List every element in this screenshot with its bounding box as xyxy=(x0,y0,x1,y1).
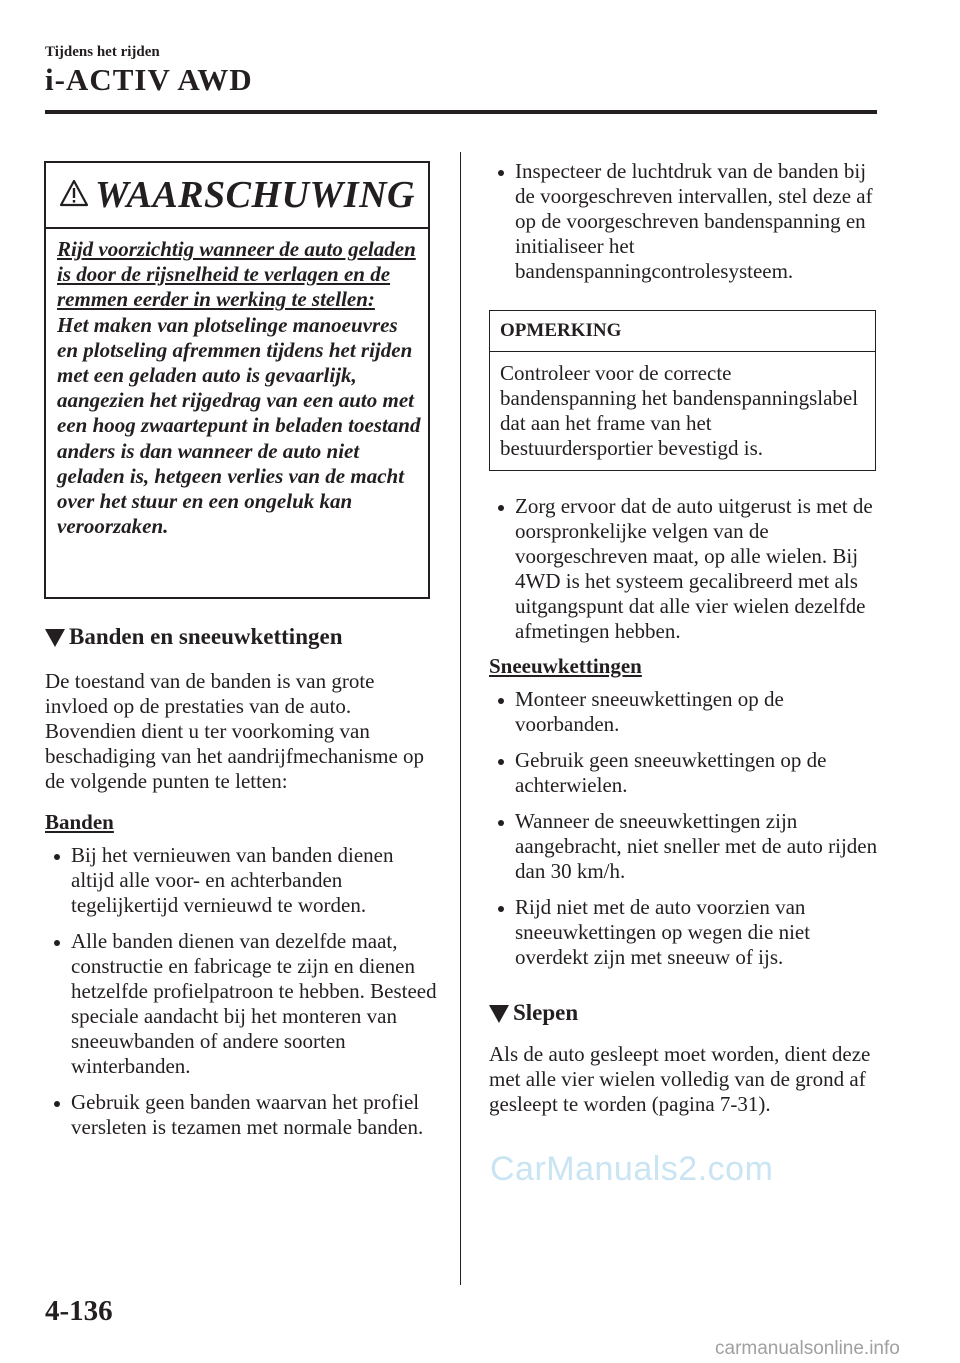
list-item xyxy=(45,843,440,918)
list-item xyxy=(45,1090,440,1140)
inspection-list xyxy=(489,159,877,284)
note-title: OPMERKING xyxy=(490,311,875,352)
list-item-text: Monteer sneeuwkettingen op de voorbanden. xyxy=(515,687,784,736)
right-column-content xyxy=(489,494,881,1117)
heading-tires-chains xyxy=(45,624,440,650)
note-text: Controleer voor de correcte bandenspanning het bandenspanningslabel dat aan het frame van het bestuurdersportier bevestigd is. xyxy=(500,361,859,460)
bullet-icon xyxy=(498,170,504,176)
warning-text: Het maken van plotselinge manoeuvres en plotseling afremmen tijdens het rijden met een geladen auto is gevaarlijk, aangezien het rijgedrag van een auto met een hoog zwaartepunt in beladen toestand anders is dan wanneer de auto niet geladen is, hetgeen verlies van de macht over het stuur en een ongeluk kan veroorzaken. xyxy=(57,312,421,539)
subheading-banden: Banden xyxy=(45,810,114,834)
right-column-top xyxy=(489,159,877,284)
list-item-text: Zorg ervoor dat de auto uitgerust is met de oorspronkelijke velgen van de voorgeschreven maat, op alle wielen. Bij 4WD is het systeem gecalibreerd met als uitgangspunt dat alle vier wielen dezelfde afmetingen hebben. xyxy=(515,494,873,643)
bullet-icon xyxy=(498,759,504,765)
banden-list xyxy=(45,843,440,1140)
bullet-icon xyxy=(54,940,60,946)
list-item xyxy=(489,159,877,284)
header-rule xyxy=(45,110,877,114)
subheading-sneeuwkettingen: Sneeuwkettingen xyxy=(489,654,642,678)
section-triangle-icon xyxy=(45,629,65,647)
list-item-text: Bij het vernieuwen van banden dienen altijd alle voor- en achterbanden tegelijkertijd vernieuwd te worden. xyxy=(71,843,394,917)
watermark-logo: CarManuals2.com xyxy=(490,1150,774,1188)
list-item xyxy=(489,748,881,798)
towing-text: Als de auto gesleept moet worden, dient deze met alle vier wielen volledig van de grond af gesleept te worden (pagina 7-31). xyxy=(489,1042,871,1116)
section-triangle-icon xyxy=(489,1005,509,1023)
warning-box xyxy=(44,161,430,599)
list-item-text: Gebruik geen banden waarvan het profiel versleten is tezamen met normale banden. xyxy=(71,1090,424,1139)
section-label: Tijdens het rijden xyxy=(45,44,160,60)
warning-body xyxy=(46,229,428,539)
warning-triangle-icon xyxy=(59,179,89,207)
heading-towing-text: Slepen xyxy=(513,1000,579,1025)
list-item xyxy=(489,809,881,884)
list-item xyxy=(489,895,881,970)
column-divider xyxy=(460,152,461,1285)
list-item xyxy=(489,494,881,644)
chapter-title: i-ACTIV AWD xyxy=(45,62,253,97)
list-item-text: Wanneer de sneeuwkettingen zijn aangebracht, niet sneller met de auto rijden dan 30 km/h. xyxy=(515,809,878,883)
list-item-text: Gebruik geen sneeuwkettingen op de achterwielen. xyxy=(515,748,827,797)
warning-title: WAARSCHUWING xyxy=(95,174,415,216)
heading-towing xyxy=(489,1000,881,1026)
bullet-icon xyxy=(498,820,504,826)
chains-list xyxy=(489,687,881,970)
bullet-icon xyxy=(498,906,504,912)
bullet-icon xyxy=(54,854,60,860)
list-item-text: Rijd niet met de auto voorzien van sneeuwkettingen op wegen die niet overdekt zijn met sneeuw of ijs. xyxy=(515,895,811,969)
list-item-text: Alle banden dienen van dezelfde maat, constructie en fabricage te zijn en dienen hetzelfde profielpatroon te hebben. Besteed speciale aandacht bij het monteren van sneeuwbanden of andere soorten winterbanden. xyxy=(71,929,437,1078)
list-item-text: Inspecteer de luchtdruk van de banden bij de voorgeschreven intervallen, stel deze af op de voorgeschreven bandenspanning en initialiseer het bandenspanningcontrolesysteem. xyxy=(515,159,873,283)
bullet-icon xyxy=(54,1101,60,1107)
page-number: 4-136 xyxy=(45,1295,113,1327)
bullet-icon xyxy=(498,698,504,704)
bullet-icon xyxy=(498,505,504,511)
list-item xyxy=(45,929,440,1079)
tires-intro: De toestand van de banden is van grote invloed op de prestaties van de auto. Bovendien dient u ter voorkoming van beschadiging van het aandrijfmechanisme op de volgende punten te letten: xyxy=(45,669,425,793)
warning-header xyxy=(46,163,428,229)
heading-tires-chains-text: Banden en sneeuwkettingen xyxy=(69,624,343,649)
left-column-content xyxy=(45,624,440,1140)
list-item xyxy=(489,687,881,737)
wheels-list xyxy=(489,494,881,644)
footer-site-watermark: carmanualsonline.info xyxy=(715,1338,900,1359)
note-box xyxy=(489,310,876,471)
warning-lead: Rijd voorzichtig wanneer de auto geladen is door de rijsnelheid te verlagen en de remmen eerder in werking te stellen: xyxy=(57,237,416,312)
